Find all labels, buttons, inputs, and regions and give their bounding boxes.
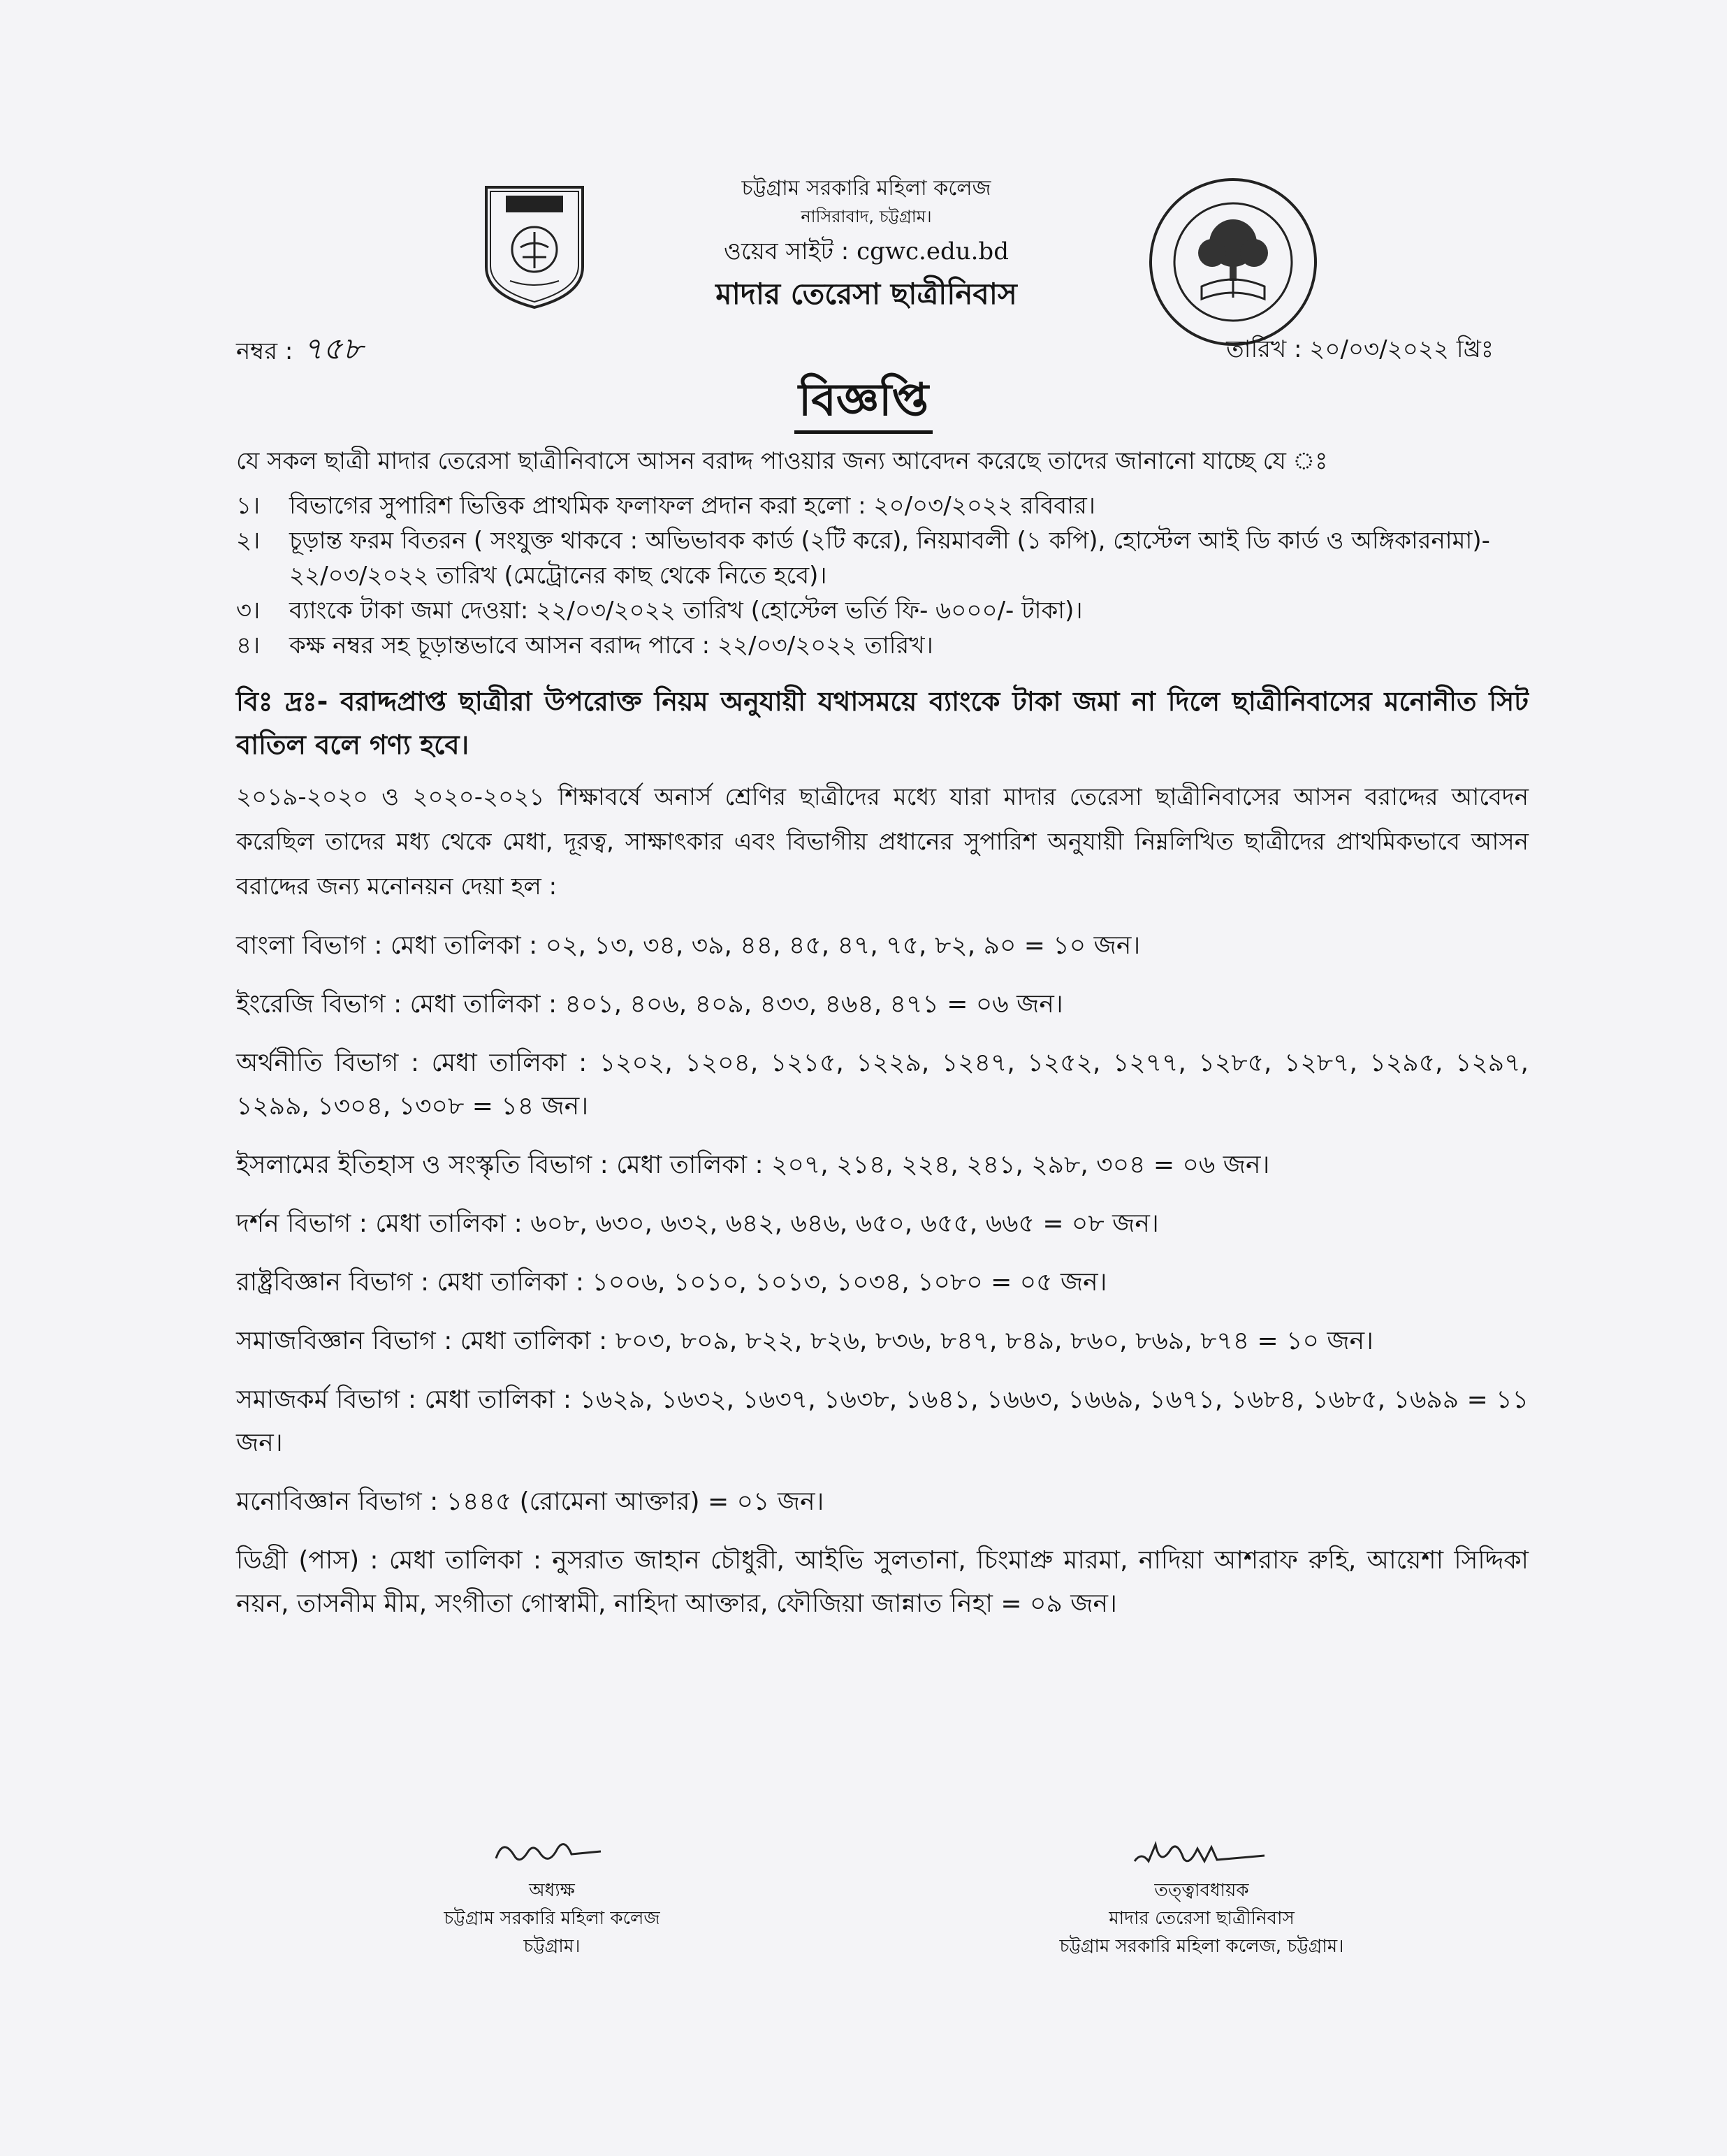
list-item-text: চূড়ান্ত ফরম বিতরন ( সংযুক্ত থাকবে : অভিভাবক কার্ড (২টি করে), নিয়মাবলী (১ কপি), হোস্টেল আই ডি কার্ড ও অঙ্গিকারনামা)- ২২/০৩/২০২২ তারিখ (মেট্রোনের কাছ থেকে নিতে হবে)।: [289, 527, 1490, 590]
department-psychology: মনোবিজ্ঞান বিভাগ : ১৪৪৫ (রোমেনা আক্তার) = ০১ জন।: [236, 1487, 824, 1516]
selection-paragraph: ২০১৯-২০২০ ও ২০২০-২০২১ শিক্ষাবর্ষে অনার্স শ্রেণির ছাত্রীদের মধ্যে যারা মাদার তেরেসা ছাত্রীনিবাসের আসন বরাদ্দের আবেদন করেছিল তাদের মধ্য থেকে মেধা, দূরত্ব, সাক্ষাৎকার এবং বিভাগীয় প্রধানের সুপারিশ অনুযায়ী নিম্নলিখিত ছাত্রীদের প্রাথমিকভাবে আসন বরাদ্দের জন্য মনোনয়ন দেয়া হল :: [236, 783, 1529, 901]
seal-logo-icon: [1146, 175, 1320, 349]
department-bangla: বাংলা বিভাগ : মেধা তালিকা : ০২, ১৩, ৩৪, ৩৯, ৪৪, ৪৫, ৪৭, ৭৫, ৮২, ৯০ = ১০ জন।: [236, 931, 1141, 960]
list-item: [236, 523, 1529, 593]
list-item-number: ৪।: [236, 632, 261, 660]
principal-org: চট্টগ্রাম সরকারি মহিলা কলেজ: [444, 1908, 660, 1929]
department-social-work: সমাজকর্ম বিভাগ : মেধা তালিকা : ১৬২৯, ১৬৩২, ১৬৩৭, ১৬৩৮, ১৬৪১, ১৬৬৩, ১৬৬৯, ১৬৭১, ১৬৮৪, ১৬৮৫, ১৬৯৯ = ১১ জন।: [236, 1385, 1529, 1457]
department-political-science: রাষ্ট্রবিজ্ঞান বিভাগ : মেধা তালিকা : ১০০৬, ১০১০, ১০১৩, ১০৩৪, ১০৮০ = ০৫ জন।: [236, 1268, 1107, 1297]
department-degree-pass: ডিগ্রী (পাস) : মেধা তালিকা : নুসরাত জাহান চৌধুরী, আইভি সুলতানা, চিংমাপ্রু মারমা, নাদিয়া আশরাফ রুহি, আয়েশা সিদ্দিকা নয়ন, তাসনীম মীম, সংগীতা গোস্বামী, নাহিদা আক্তার, ফৌজিয়া জান্নাত নিহা = ০৯ জন।: [236, 1546, 1529, 1618]
list-item: [236, 593, 1529, 628]
hostel-name: মাদার তেরেসা ছাত্রীনিবাস: [715, 277, 1017, 311]
department-philosophy: দর্শন বিভাগ : মেধা তালিকা : ৬০৮, ৬৩০, ৬৩২, ৬৪২, ৬৪৬, ৬৫০, ৬৫৫, ৬৬৫ = ০৮ জন।: [236, 1209, 1159, 1238]
website-label: ওয়েব সাইট :: [724, 238, 850, 265]
memo-number: [236, 332, 363, 369]
list-item-text: কক্ষ নম্বর সহ চূড়ান্তভাবে আসন বরাদ্দ পাবে : ২২/০৩/২০২২ তারিখ।: [289, 632, 933, 660]
intro-text: যে সকল ছাত্রী মাদার তেরেসা ছাত্রীনিবাসে আসন বরাদ্দ পাওয়ার জন্য আবেদন করেছে তাদের জানানো যাচ্ছে যে ঃ: [236, 447, 1328, 475]
list-item: [236, 488, 1529, 523]
principal-title: অধ্যক্ষ: [529, 1880, 575, 1901]
college-name: চট্টগ্রাম সরকারি মহিলা কলেজ: [741, 176, 991, 201]
title-wrap: [0, 370, 1727, 434]
notice-body: [236, 444, 1529, 1626]
website-url[interactable]: cgwc.edu.bd: [857, 238, 1009, 265]
letterhead: [629, 175, 1104, 316]
memo-number-value: ৭৫৮: [303, 331, 363, 367]
department-islamic-history: ইসলামের ইতিহাস ও সংস্কৃতি বিভাগ : মেধা তালিকা : ২০৭, ২১৪, ২২৪, ২৪১, ২৯৮, ৩০৪ = ০৬ জন।: [236, 1151, 1270, 1179]
notice-title: বিজ্ঞপ্তি: [794, 370, 933, 434]
principal-place: চট্টগ্রাম।: [523, 1936, 581, 1957]
department-english: ইংরেজি বিভাগ : মেধা তালিকা : ৪০১, ৪০৬, ৪০৯, ৪৩৩, ৪৬৪, ৪৭১ = ০৬ জন।: [236, 990, 1063, 1019]
college-address: নাসিরাবাদ, চট্টগ্রাম।: [801, 207, 932, 226]
memo-date: তারিখ : ২০/০৩/২০২২ খ্রিঃ: [1226, 335, 1494, 363]
list-item-text: ব্যাংকে টাকা জমা দেওয়া: ২২/০৩/২০২২ তারিখ (হোস্টেল ভর্তি ফি- ৬০০০/- টাকা)।: [289, 597, 1083, 625]
schedule-list: [236, 488, 1529, 663]
department-economics: অর্থনীতি বিভাগ : মেধা তালিকা : ১২০২, ১২০৪, ১২১৫, ১২২৯, ১২৪৭, ১২৫২, ১২৭৭, ১২৮৫, ১২৮৭, ১২৯৫, ১২৯৭, ১২৯৯, ১৩০৪, ১৩০৮ = ১৪ জন।: [236, 1049, 1529, 1121]
list-item-text: বিভাগের সুপারিশ ভিত্তিক প্রাথমিক ফলাফল প্রদান করা হলো : ২০/০৩/২০২২ রবিবার।: [289, 492, 1095, 520]
memo-number-label: নম্বর :: [236, 337, 293, 365]
list-item: [236, 628, 1529, 663]
special-note: বিঃ দ্রঃ- বরাদ্দপ্রাপ্ত ছাত্রীরা উপরোক্ত নিয়ম অনুযায়ী যথাসময়ে ব্যাংকে টাকা জমা না দিলে ছাত্রীনিবাসের মনোনীত সিট বাতিল বলে গণ্য হবে।: [236, 686, 1529, 760]
superintendent-signature-icon: [1125, 1830, 1278, 1872]
department-sociology: সমাজবিজ্ঞান বিভাগ : মেধা তালিকা : ৮০৩, ৮০৯, ৮২২, ৮২৬, ৮৩৬, ৮৪৭, ৮৪৯, ৮৬০, ৮৬৯, ৮৭৪ = ১০ জন।: [236, 1327, 1373, 1355]
superintendent-title: তত্ত্বাবধায়ক: [1154, 1880, 1249, 1901]
list-item-number: ৩।: [236, 597, 261, 625]
superintendent-place: চট্টগ্রাম সরকারি মহিলা কলেজ, চট্টগ্রাম।: [1059, 1936, 1344, 1957]
list-item-number: ২।: [236, 527, 261, 555]
signature-principal: [391, 1830, 713, 1960]
principal-signature-icon: [489, 1830, 615, 1872]
signature-superintendent: [1006, 1830, 1397, 1960]
website-line: [629, 231, 1104, 272]
superintendent-org: মাদার তেরেসা ছাত্রীনিবাস: [1109, 1908, 1295, 1929]
list-item-number: ১।: [236, 492, 261, 520]
college-logo-icon: [482, 183, 587, 310]
